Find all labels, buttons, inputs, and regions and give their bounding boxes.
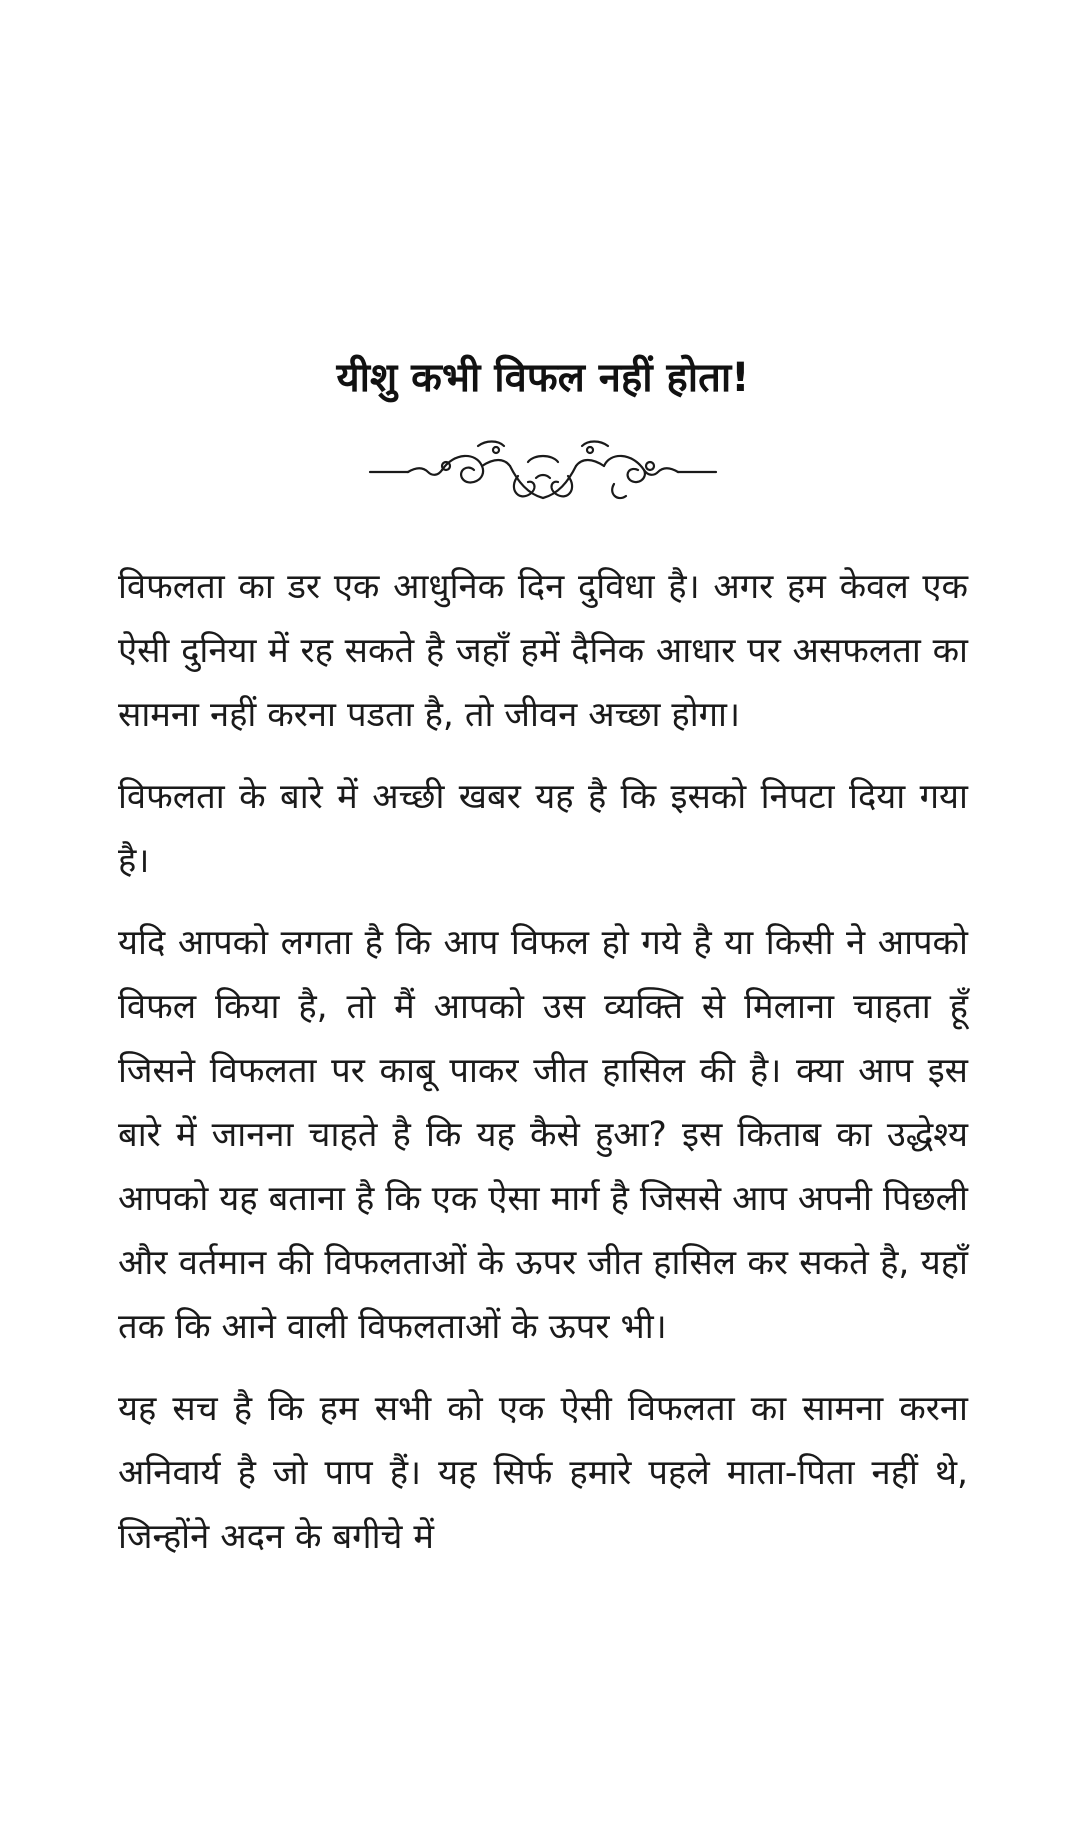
body-text xyxy=(118,555,968,1587)
decorative-flourish-icon xyxy=(368,432,718,512)
paragraph: यदि आपको लगता है कि आप विफल हो गये है या किसी ने आपको विफल किया है, तो मैं आपको उस व्यक्ति से मिलाना चाहता हूँ जिसने विफलता पर काबू पाकर जीत हासिल की है। क्या आप इस बारे में जानना चाहते है कि यह कैसे हुआ? इस किताब का उद्धेश्य आपको यह बताना है कि एक ऐसा मार्ग है जिससे आप अपनी पिछली और वर्तमान की विफलताओं के ऊपर जीत हासिल कर सकते है, यहाँ तक कि आने वाली विफलताओं के ऊपर भी। xyxy=(118,923,968,1347)
paragraph: विफलता का डर एक आधुनिक दिन दुविधा है। अगर हम केवल एक ऐसी दुनिया में रह सकते है जहाँ हमें दैनिक आधार पर असफलता का सामना नहीं करना पडता है, तो जीवन अच्छा होगा। xyxy=(118,567,968,735)
paragraph: विफलता के बारे में अच्छी खबर यह है कि इसको निपटा दिया गया है। xyxy=(118,777,968,881)
chapter-title: यीशु कभी विफल नहीं होता! xyxy=(336,355,750,401)
paragraph: यह सच है कि हम सभी को एक ऐसी विफलता का सामना करना अनिवार्य है जो पाप हैं। यह सिर्फ हमारे पहले माता-पिता नहीं थे, जिन्होंने अदन के बगीचे में xyxy=(118,1389,968,1557)
